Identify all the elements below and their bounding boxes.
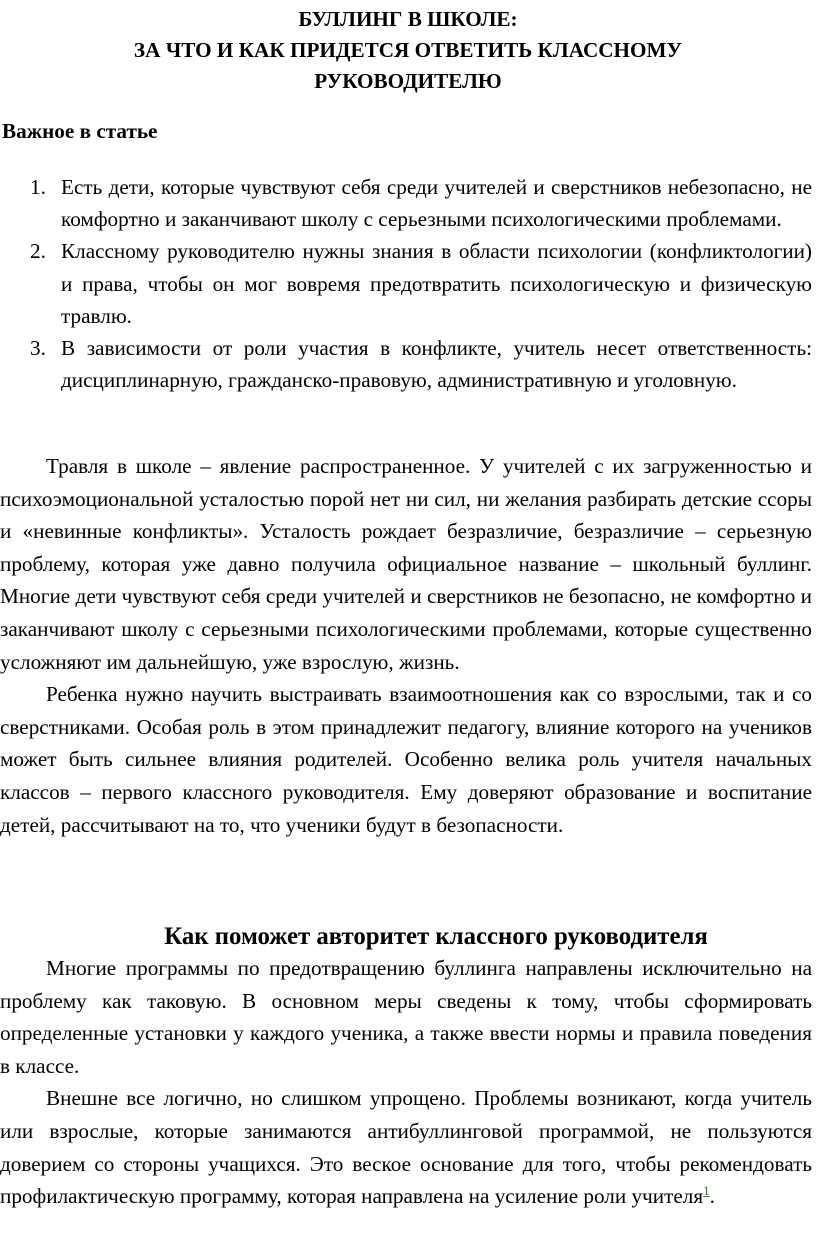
- list-item-text: В зависимости от роли участия в конфликте, учитель несет ответственность: дисциплинарную, гражданско-правовую, административную и уголовную.: [61, 336, 812, 393]
- list-item: [0, 171, 812, 235]
- list-item-number: 2.: [30, 239, 46, 264]
- title-line-3: РУКОВОДИТЕЛЮ: [314, 69, 502, 93]
- list-item-text: Классному руководителю нужны знания в области психологии (конфликтологии) и права, чтобы он мог вовремя предотвратить психологическую и физическую травлю.: [61, 239, 812, 328]
- paragraph-bullying: Травля в школе – явление распространенное. У учителей с их загруженностью и психоэмоциональной усталостью порой нет ни сил, ни желания разбирать детские ссоры и «невинные конфликты». Усталость рождает безразличие, безразличие – серьезную проблему, которая уже давно получила официальное название – школьный буллинг. Многие дети чувствуют себя среди учителей и сверстников не безопасно, не комфортно и заканчивают школу с серьезными психологическими проблемами, которые существенно усложняют им дальнейшую, уже взрослую, жизнь.: [0, 454, 812, 674]
- footnote-link[interactable]: 1: [703, 1183, 710, 1199]
- paragraph-programs: Многие программы по предотвращению буллинга направлены исключительно на проблему как таковую. В основном меры сведены к тому, чтобы сформировать определенные установки у каждого ученика, а также ввести нормы и правила поведения в классе.: [0, 956, 812, 1078]
- section-subheading: Как поможет авторитет классного руководителя: [164, 923, 708, 950]
- title-line-1: БУЛЛИНГ В ШКОЛЕ:: [298, 7, 518, 31]
- paragraph-trust: [0, 1082, 812, 1212]
- intro-section: [0, 450, 812, 841]
- paragraph-trust-end: .: [709, 1184, 715, 1209]
- important-heading: Важное в статье: [2, 119, 158, 143]
- list-item: [0, 332, 812, 396]
- key-points-list: [0, 171, 812, 396]
- authority-section: [0, 952, 812, 1213]
- list-item-number: 1.: [30, 175, 46, 199]
- list-item-text: Есть дети, которые чувствуют себя среди учителей и сверстников небезопасно, не комфортно и заканчивают школу с серьезными психологическими проблемами.: [61, 175, 812, 232]
- title-line-2: ЗА ЧТО И КАК ПРИДЕТСЯ ОТВЕТИТЬ КЛАССНОМУ: [133, 38, 683, 62]
- paragraph-teacher-role: Ребенка нужно научить выстраивать взаимоотношения как со взрослыми, так и со сверстниками. Особая роль в этом принадлежит педагогу, влияние которого на учеников может быть сильнее влияния родителей. Особенно велика роль учителя начальных классов – первого классного руководителя. Ему доверяют образование и воспитание детей, рассчитывают на то, что ученики будут в безопасности.: [0, 682, 812, 837]
- list-item-number: 3.: [30, 336, 46, 361]
- document-title: [0, 4, 816, 97]
- paragraph-trust-text: Внешне все логично, но слишком упрощено. Проблемы возникают, когда учитель или взрослые, которые занимаются антибуллинговой программой, не пользуются доверием со стороны учащихся. Это веское основание для того, чтобы рекомендовать профилактическую программу, которая направлена на усиление роли учителя: [0, 1086, 812, 1209]
- list-item: [0, 235, 812, 332]
